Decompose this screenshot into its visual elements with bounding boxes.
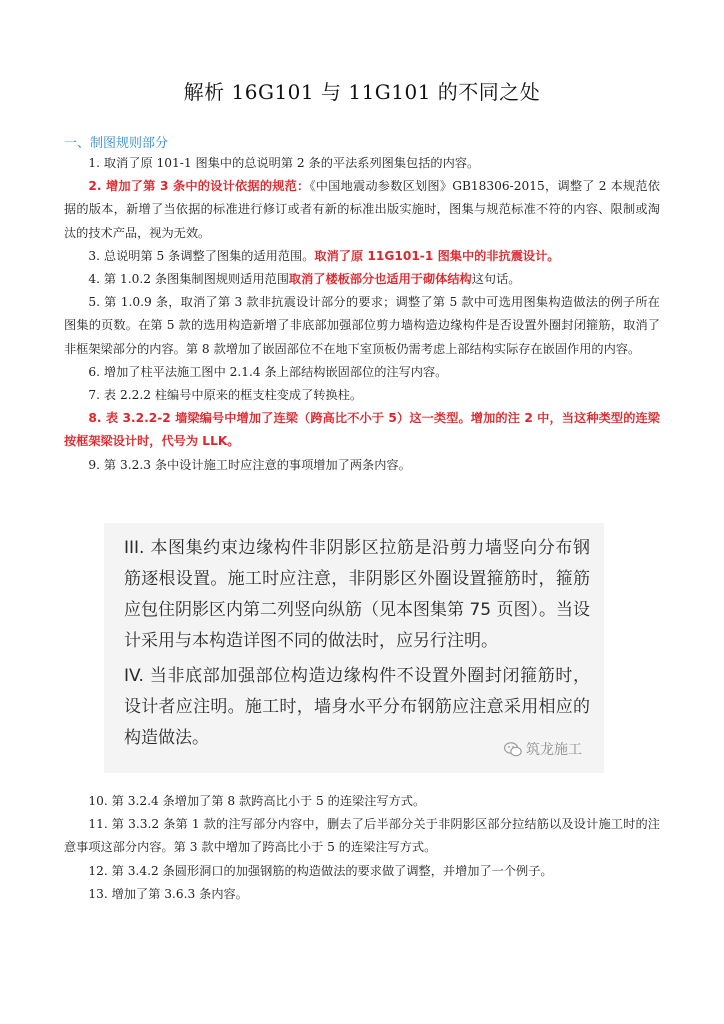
wechat-logo-icon	[504, 742, 522, 757]
page-title: 解析 16G101 与 11G101 的不同之处	[183, 80, 541, 104]
paragraph-list-top	[64, 152, 660, 477]
quote-paragraph-iv: IV. 当非底部加强部位构造边缘构件不设置外圈封闭箍筋时，设计者应注明。施工时，墙身水平分布钢筋应注意采用相应的构造做法。	[124, 666, 590, 748]
watermark	[504, 739, 582, 759]
body-text: 11. 第 3.3.2 条第 1 款的注写部分内容中，删去了后半部分关于非阴影区部分拉结筋以及设计施工时的注意事项这部分内容。第 3 款中增加了跨高比小于 5 的连梁注写方式。	[64, 817, 660, 855]
list-item	[64, 245, 660, 268]
list-item	[64, 790, 660, 813]
watermark-text: 筑龙施工	[526, 742, 582, 758]
body-text: 4. 第 1.0.2 条图集制图规则适用范围	[88, 272, 289, 287]
body-text: 《中国地震动参数区划图》GB18306-2015，调整了 2 本规范依据的版本，新增了当依据的标准进行修订或者有新的标准出版实施时，图集与规范标准不符的内容、限制或淘汰的技术产品，视为无效。	[64, 179, 660, 240]
body-text: 9. 第 3.2.3 条中设计施工时应注意的事项增加了两条内容。	[88, 457, 411, 472]
body-text: 这句话。	[471, 272, 521, 287]
quoted-image-excerpt	[104, 523, 604, 773]
body-text: 6. 增加了柱平法施工图中 2.1.4 条上部结构嵌固部位的注写内容。	[88, 364, 448, 379]
quote-paragraph-iii: III. 本图集约束边缘构件非阴影区拉筋是沿剪力墙竖向分布钢筋逐根设置。施工时应注意，非阴影区外圈设置箍筋时，箍筋应包住阴影区内第二列竖向纵筋（见本图集第 75 页图）。当设计采用与本构造详图不同的做法时，应另行注明。	[124, 538, 590, 651]
body-text: 1. 取消了原 101-1 图集中的总说明第 2 条的平法系列图集包括的内容。	[88, 156, 480, 170]
list-item	[64, 860, 660, 883]
body-text: 13. 增加了第 3.6.3 条内容。	[88, 886, 248, 901]
section-heading: 一、制图规则部分	[64, 136, 169, 151]
list-item	[64, 407, 660, 453]
emphasis-text: 8. 表 3.2.2-2 墙梁编号中增加了连梁（跨高比不小于 5）这一类型。增加的注 2 中，当这种类型的连梁按框架梁设计时，代号为 LLK。	[64, 411, 660, 449]
list-item	[64, 268, 660, 291]
list-item	[64, 361, 660, 384]
emphasis-text: 2. 增加了第 3 条中的设计依据的规范：	[88, 179, 310, 194]
list-item	[64, 883, 660, 906]
paragraph-list-bottom	[64, 790, 660, 906]
list-item	[64, 291, 660, 361]
body-text: 3. 总说明第 5 条调整了图集的适用范围。	[88, 248, 315, 263]
list-item	[64, 175, 660, 245]
list-item	[64, 384, 660, 407]
body-text: 7. 表 2.2.2 柱编号中原来的框支柱变成了转换柱。	[88, 388, 363, 403]
emphasis-text: 取消了原 11G101-1 图集中的非抗震设计。	[314, 248, 560, 263]
body-text: 5. 第 1.0.9 条，取消了第 3 款非抗震设计部分的要求；调整了第 5 款中可选用图集构造做法的例子所在图集的页数。在第 5 款的选用构造新增了非底部加强部位剪力墙构造边缘构件是否设置外圈封闭箍筋，取消了非框架梁部分的内容。第 8 款增加了嵌固部位不在地下室顶板仍需考虑上部结构实际存在嵌固作用的内容。	[64, 295, 660, 356]
body-text: 12. 第 3.4.2 条圆形洞口的加强钢筋的构造做法的要求做了调整，并增加了一个例子。	[88, 863, 553, 878]
body-text: 10. 第 3.2.4 条增加了第 8 款跨高比小于 5 的连梁注写方式。	[88, 794, 426, 808]
list-item	[64, 454, 660, 477]
emphasis-text: 取消了楼板部分也适用于砌体结构	[288, 272, 472, 287]
list-item	[64, 152, 660, 175]
list-item	[64, 813, 660, 859]
